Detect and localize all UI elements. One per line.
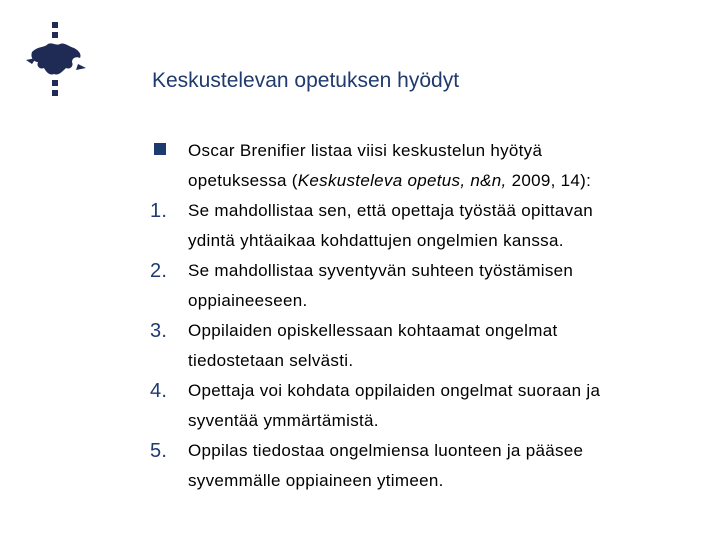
list-item-line-1: Se mahdollistaa syventyvän suhteen työstämisen <box>188 261 574 280</box>
list-item-line-1: Opettaja voi kohdata oppilaiden ongelmat suoraan ja <box>188 381 601 400</box>
list-item-line-2: oppiaineeseen. <box>188 291 308 310</box>
list-number: 4. <box>150 380 168 402</box>
intro-line-1: Oscar Brenifier listaa viisi keskustelun hyötyä <box>188 141 543 160</box>
list-item <box>150 376 710 436</box>
list-item-line-1: Se mahdollistaa sen, että opettaja työstää opittavan <box>188 201 593 220</box>
list-item <box>150 196 710 256</box>
list-item-line-2: tiedostetaan selvästi. <box>188 351 354 370</box>
list-item <box>150 436 710 496</box>
list-item-line-1: Oppilas tiedostaa ongelmiensa luonteen ja pääsee <box>188 441 584 460</box>
list-number: 2. <box>150 260 168 282</box>
list-item-line-2: ydintä yhtäaikaa kohdattujen ongelmien kanssa. <box>188 231 564 250</box>
university-logo-icon <box>22 22 88 96</box>
square-bullet-icon <box>154 143 166 155</box>
book-title: Keskusteleva opetus, n&n, <box>297 171 507 190</box>
list-number: 3. <box>150 320 168 342</box>
intro-line-2-pre: opetuksessa ( <box>188 171 298 190</box>
intro-line-2 <box>188 166 710 196</box>
intro-item <box>150 136 710 196</box>
list-number: 1. <box>150 200 168 222</box>
slide-title: Keskustelevan opetuksen hyödyt <box>152 69 460 92</box>
list-item-line-2: syvemmälle oppiaineen ytimeen. <box>188 471 444 490</box>
content-list <box>150 136 710 496</box>
list-item-line-2: syventää ymmärtämistä. <box>188 411 379 430</box>
list-item <box>150 316 710 376</box>
list-item-line-1: Oppilaiden opiskellessaan kohtaamat ongelmat <box>188 321 558 340</box>
intro-line-2-post: 2009, 14): <box>506 171 592 190</box>
list-item <box>150 256 710 316</box>
list-number: 5. <box>150 440 168 462</box>
